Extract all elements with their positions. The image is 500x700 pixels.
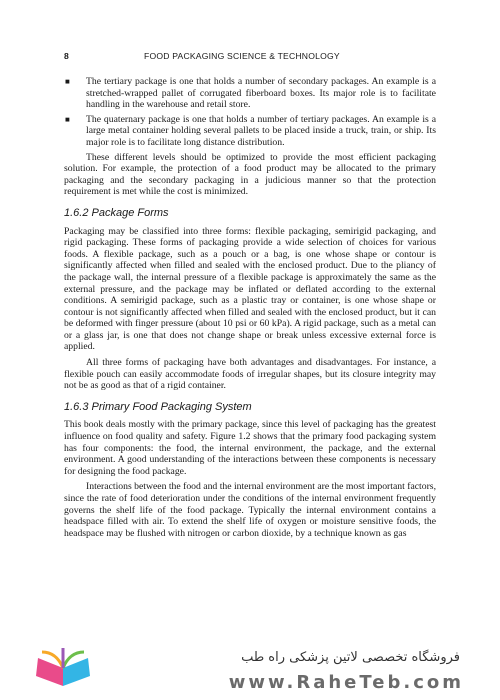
- running-title: FOOD PACKAGING SCIENCE & TECHNOLOGY: [144, 51, 340, 61]
- paragraph-levels: These different levels should be optimized to provide the most efficient packaging solution. For example, the protection of a food product may be allocated to the primary packaging and the secondary packaging in a judicious manner so that the protection requirement is met while the cost is minimized.: [64, 151, 436, 198]
- bullet-icon: ■: [65, 114, 70, 124]
- open-book-logo-icon: [28, 646, 98, 692]
- bullet-text: The tertiary package is one that holds a number of secondary packages. An example is a stretched-wrapped pallet of corrugated fiberboard boxes. Its major role is to facilitate handling in the warehouse and retail store.: [86, 76, 436, 111]
- body-text: [64, 76, 436, 543]
- paragraph: This book deals mostly with the primary package, since this level of packaging has the greatest influence on food quality and safety. Figure 1.2 shows that the primary food packaging system has four components: the food, the internal environment, the package, and the external environment. A good understanding of the interactions between these components is necessary for designing the food package.: [64, 419, 436, 477]
- store-url: www.RaheTeb.com: [228, 672, 464, 693]
- page-number: 8: [64, 51, 69, 61]
- bullet-item-tertiary: [64, 76, 436, 111]
- bullet-text: The quaternary package is one that holds a number of tertiary packages. An example is a large metal container holding several pallets to be placed inside a truck, train, or ship. Its major role is to facilitate long distance distribution.: [86, 113, 436, 148]
- watermark-banner: [0, 636, 500, 700]
- section-heading-package-forms: 1.6.2 Package Forms: [64, 206, 169, 219]
- paragraph: Packaging may be classified into three forms: flexible packaging, semirigid packaging, and rigid packaging. These forms of packaging provide a wide selection of choices for various foods. A flexible package, such as a pouch or a bag, is one whose shape or contour is significantly affected when filled and sealed with the enclosed product. Due to the pliancy of the package wall, the internal pressure of a flexible package is approximately the same as the external pressure, and the package may be inflated or deflated according to the external conditions. A semirigid package, such as a plastic tray or container, is one whose shape or contour is not significantly affected when filled and sealed with the enclosed product, but it can be deformed with finger pressure (about 10 psi or 60 kPa). A rigid package, such as a metal can or a glass jar, is one that does not change shape or break unless excessive external force is applied.: [64, 225, 436, 353]
- paragraph: Interactions between the food and the internal environment are the most important factors, since the rate of food deterioration under the conditions of the internal environment frequently governs the shelf life of the food package. Typically the internal environment contains a headspace filled with air. To extend the shelf life of oxygen or moisture sensitive foods, the headspace may be flushed with nitrogen or carbon dioxide, by a technique known as gas: [64, 481, 436, 539]
- paragraph: All three forms of packaging have both advantages and disadvantages. For instance, a flexible pouch can easily accommodate foods of irregular shapes, but its closure integrity may not be as good as that of a rigid container.: [64, 357, 436, 392]
- section-heading-primary-system: 1.6.3 Primary Food Packaging System: [64, 400, 252, 413]
- bullet-item-quaternary: [64, 114, 436, 149]
- bullet-icon: ■: [65, 77, 70, 86]
- store-name: فروشگاه تخصصی لاتین پزشکی راه طب: [241, 650, 460, 665]
- running-header: [64, 51, 436, 61]
